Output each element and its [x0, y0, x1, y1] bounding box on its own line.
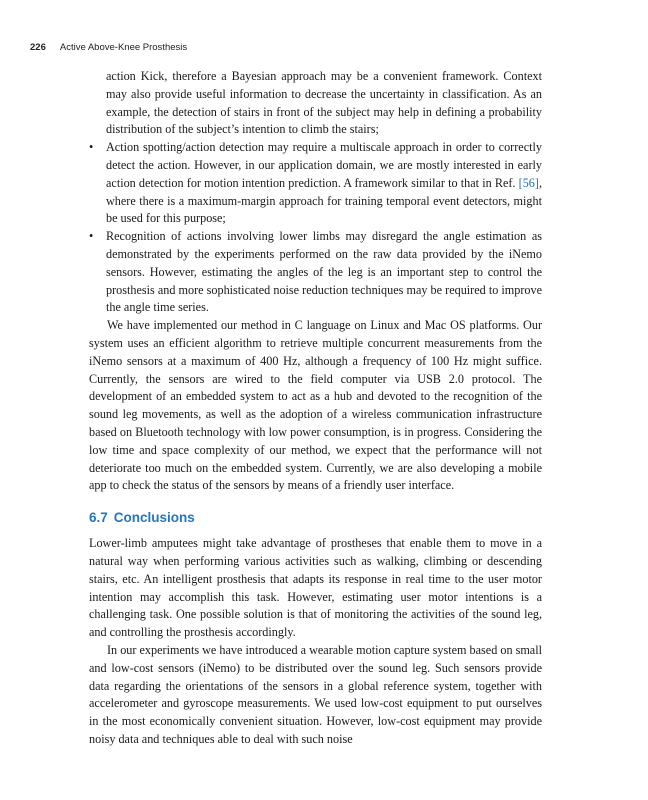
- bullet-icon: •: [89, 140, 94, 155]
- paragraph-conclusions-2: In our experiments we have introduced a wearable motion capture system based on small and low-cost sensors (iNemo) to be distributed over the sound leg. Such sensors provide data regarding the orientations of the sensors in a global reference system, together with accelerometer and gyroscope measurements. We used low-cost equipment to put ourselves in the most economically convenient situation. However, low-cost equipment may provide noisy data and techniques able to deal with such noise: [89, 642, 542, 746]
- citation-link[interactable]: [56]: [518, 175, 539, 190]
- section-heading: [89, 509, 542, 527]
- running-title: Active Above-Knee Prosthesis: [59, 42, 188, 53]
- bullet-item-lower-limbs: [89, 228, 542, 317]
- paragraph-conclusions-1: Lower-limb amputees might take advantage of prostheses that enable them to move in a natural way when performing various activities such as walking, climbing or descending stairs, etc. An intelligent prosthesis that adapts its response in real time to the user motor intention may accomplish this task. However, estimating user motor intentions is a challenging task. One possible solution is that of monitoring the activities of the sound leg, and controlling the prosthesis accordingly.: [89, 536, 542, 640]
- running-header: [30, 42, 187, 53]
- section-number: 6.7: [89, 510, 108, 526]
- bullet-text-part: Action spotting/action detection may require a multiscale approach in order to correctly detect the action. However, in our application domain, we are mostly interested in early action detection for motion intention prediction. A framework similar to that in Ref.: [106, 140, 542, 190]
- section-title: Conclusions: [113, 510, 195, 526]
- continued-bullet-text: action Kick, therefore a Bayesian approach may be a convenient framework. Context may also provide useful information to decrease the uncertainty in classification. As an example, the detection of stairs in front of the subject may help in defining a probability distribution of the subject’s intention to climb the stairs;: [106, 69, 542, 137]
- bullet-text-part: , where there is a maximum-margin approach for training temporal event detectors, might be used for this purpose;: [106, 175, 542, 226]
- bullet-text: Recognition of actions involving lower limbs may disregard the angle estimation as demonstrated by the experiments performed on the raw data provided by the iNemo sensors. However, estimating the angles of the leg is an important step to control the prosthesis and more sophisticated noise reduction techniques may be required to improve the angle time series.: [106, 229, 542, 315]
- page-number: 226: [30, 42, 46, 53]
- paragraph-implementation: We have implemented our method in C language on Linux and Mac OS platforms. Our system uses an efficient algorithm to retrieve multiple concurrent measurements from the iNemo sensors at a maximum of 400 Hz, although a frequency of 100 Hz might suffice. Currently, the sensors are wired to the field computer via USB 2.0 protocol. The development of an embedded system to act as a hub and devoted to the recognition of the sound leg movements, as well as the adoption of a wireless communication infrastructure based on Bluetooth technology with low power consumption, is in progress. Considering the low time and space complexity of our method, we expect that the performance will not deteriorate too much on the embedded system. Currently, we are also developing a mobile app to check the status of the sensors by means of a friendly user interface.: [89, 318, 542, 493]
- body-text: [89, 68, 542, 749]
- bullet-item-action-spotting: [89, 139, 542, 228]
- bullet-icon: •: [89, 229, 94, 244]
